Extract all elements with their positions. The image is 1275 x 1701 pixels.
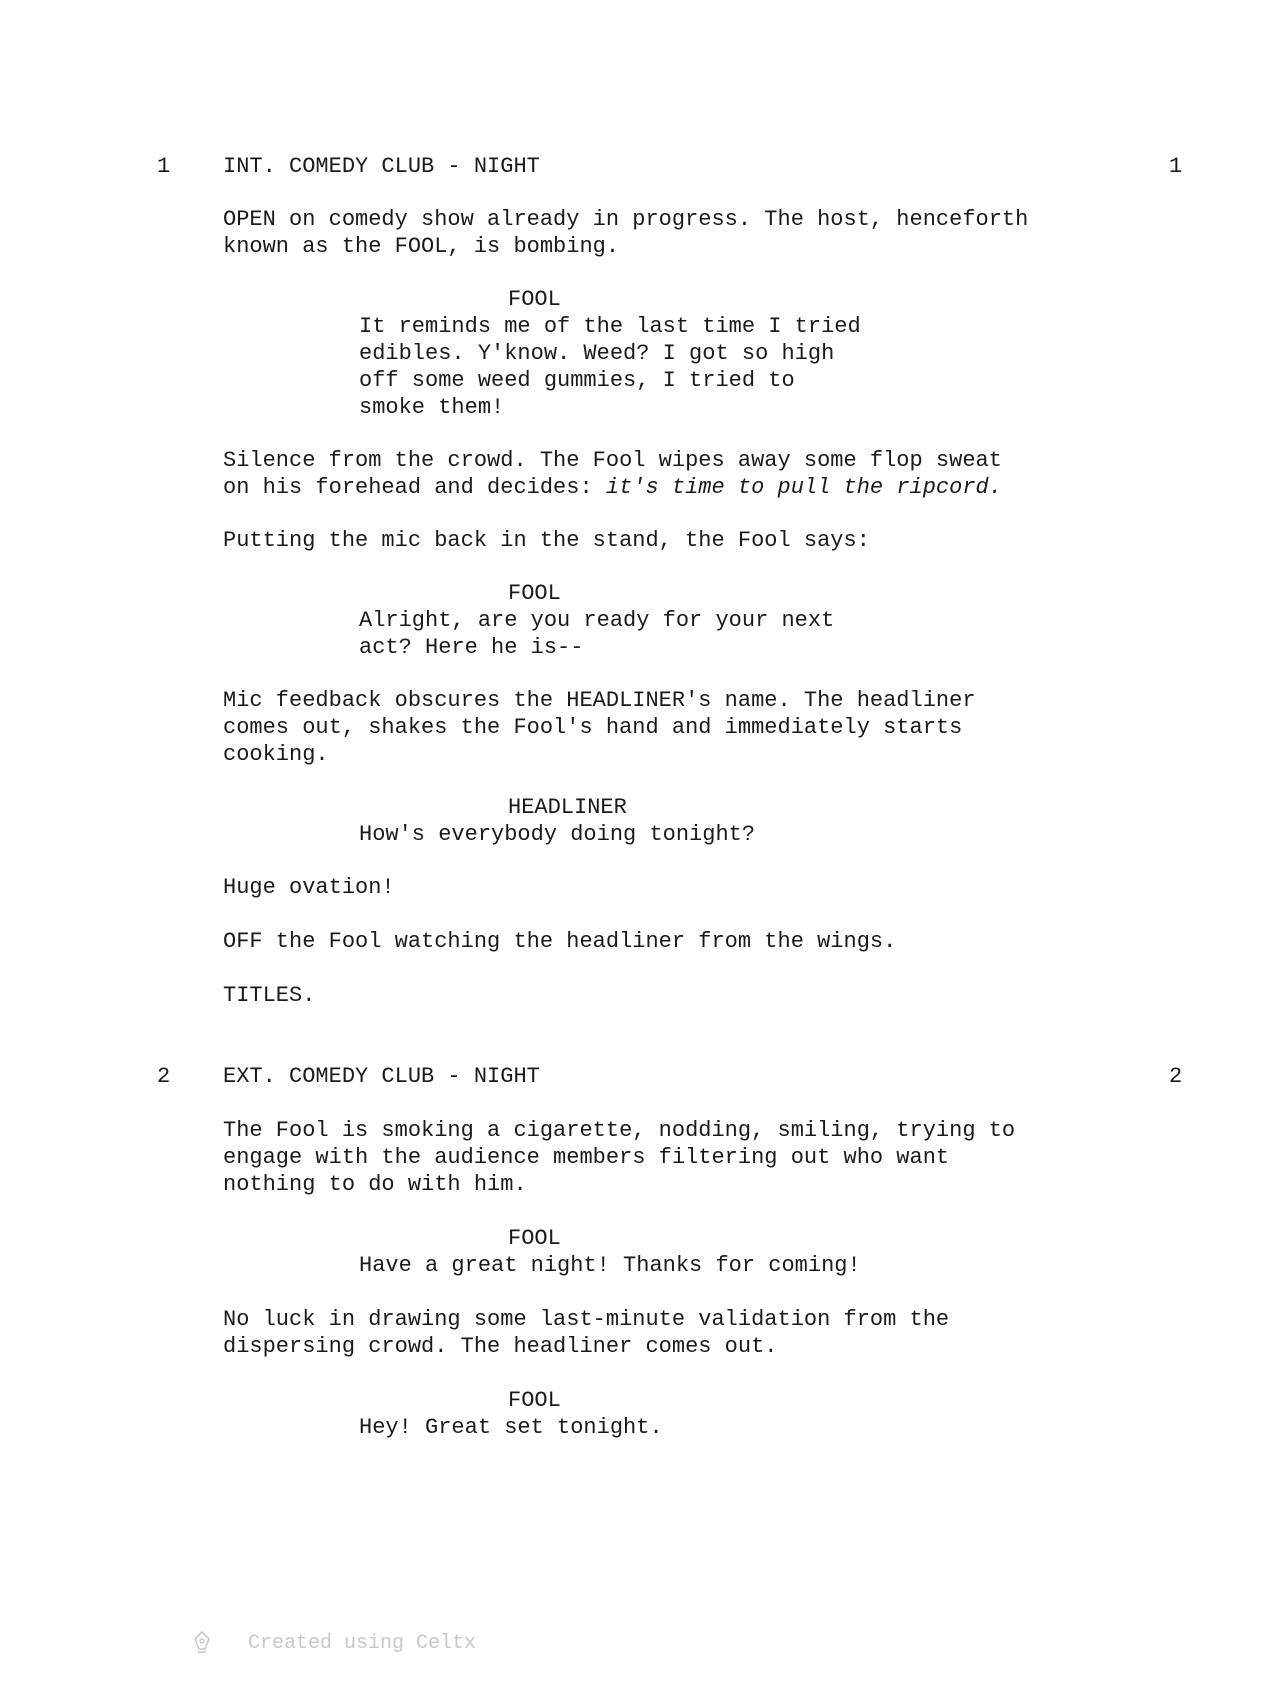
action-line: known as the FOOL, is bombing. (223, 234, 620, 259)
action-line: TITLES. (223, 983, 316, 1008)
dialogue-line: off some weed gummies, I tried to (359, 368, 795, 393)
action-text-italic: it's time to pull the ripcord. (605, 475, 1002, 500)
character-name: FOOL (508, 581, 561, 606)
action-text-plain: on his forehead and decides: (223, 475, 606, 500)
character-name: FOOL (508, 1226, 561, 1251)
action-line: engage with the audience members filtering out who want (223, 1145, 950, 1170)
action-line: comes out, shakes the Fool's hand and immediately starts (223, 715, 963, 740)
dialogue-line: Have a great night! Thanks for coming! (359, 1253, 861, 1278)
action-line: OFF the Fool watching the headliner from the wings. (223, 929, 897, 954)
scene-heading: INT. COMEDY CLUB - NIGHT (223, 154, 540, 179)
character-name: FOOL (508, 287, 561, 312)
action-line: The Fool is smoking a cigarette, nodding, smiling, trying to (223, 1118, 1016, 1143)
character-name: HEADLINER (508, 795, 627, 820)
dialogue-line: It reminds me of the last time I tried (359, 314, 861, 339)
action-line: OPEN on comedy show already in progress. The host, henceforth (223, 207, 1029, 232)
watermark-text: Created using Celtx (248, 1631, 477, 1655)
action-line: No luck in drawing some last-minute validation from the (223, 1307, 950, 1332)
scene-number-left: 2 (157, 1064, 171, 1089)
scene-number-left: 1 (157, 154, 171, 179)
action-line: nothing to do with him. (223, 1172, 527, 1197)
celtx-watermark (192, 1585, 476, 1701)
celtx-pen-icon (192, 1585, 240, 1701)
dialogue-line: act? Here he is-- (359, 635, 584, 660)
action-line: Silence from the crowd. The Fool wipes away some flop sweat (223, 448, 1002, 473)
scene-number-right: 2 (1169, 1064, 1183, 1089)
action-line: dispersing crowd. The headliner comes out. (223, 1334, 778, 1359)
scene-heading: EXT. COMEDY CLUB - NIGHT (223, 1064, 540, 1089)
character-name: FOOL (508, 1388, 561, 1413)
action-line: Putting the mic back in the stand, the Fool says: (223, 528, 870, 553)
action-line: cooking. (223, 742, 329, 767)
dialogue-line: Alright, are you ready for your next (359, 608, 835, 633)
action-line: Huge ovation! (223, 875, 395, 900)
dialogue-line: Hey! Great set tonight. (359, 1415, 663, 1440)
scene-number-right: 1 (1169, 154, 1183, 179)
dialogue-line: smoke them! (359, 395, 505, 420)
dialogue-line: edibles. Y'know. Weed? I got so high (359, 341, 835, 366)
action-line: Mic feedback obscures the HEADLINER's name. The headliner (223, 688, 976, 713)
dialogue-line: How's everybody doing tonight? (359, 822, 756, 847)
action-line (223, 474, 1002, 501)
